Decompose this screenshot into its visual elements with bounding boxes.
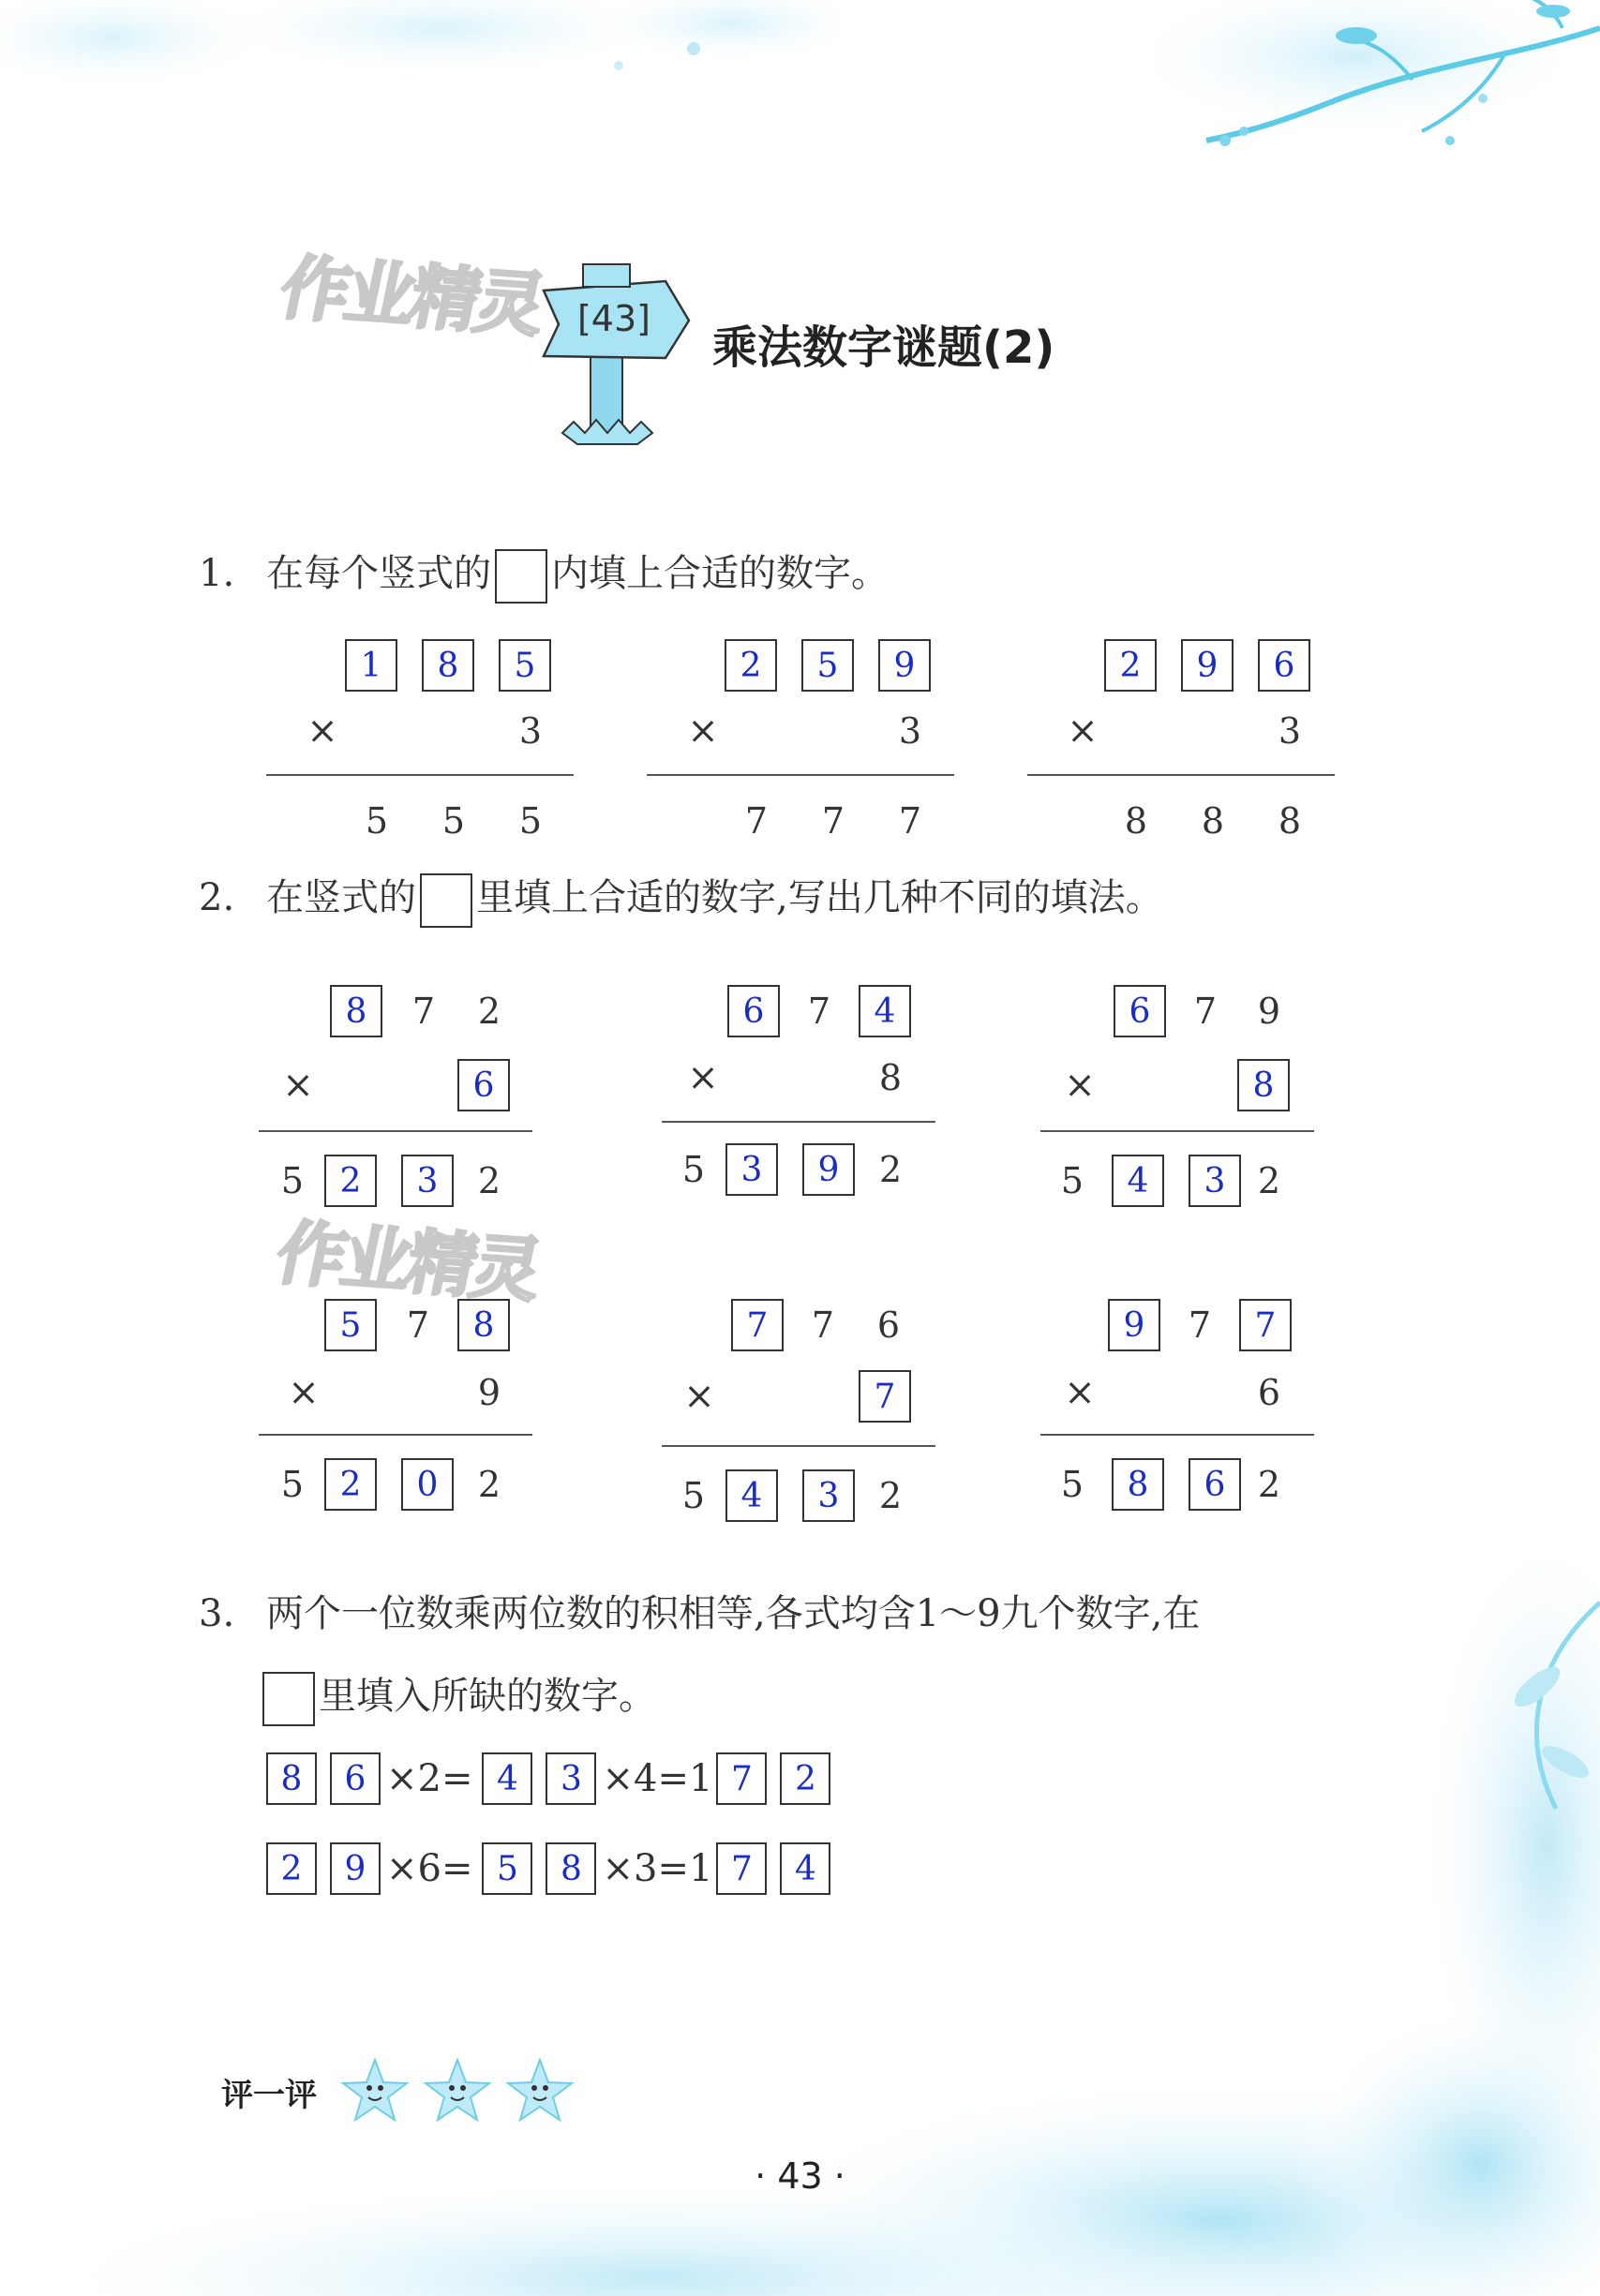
answer-box[interactable]: 4 [1112, 1155, 1164, 1207]
q3-equation-2 [266, 1841, 844, 1897]
q1-text-after: 内填上合适的数字。 [551, 552, 889, 595]
given-digit: 5 [280, 1160, 305, 1201]
answer-box[interactable]: 4 [780, 1842, 830, 1895]
times-sign: × [1064, 1371, 1096, 1414]
signpost-badge-icon [525, 246, 703, 470]
times-sign: × [687, 1056, 719, 1099]
answer-box[interactable]: 7 [716, 1842, 767, 1895]
multiplier-digit: 3 [1278, 710, 1302, 752]
given-digit: 7 [411, 991, 436, 1032]
equation-operator: ×2= [386, 1757, 473, 1800]
given-digit: 6 [1257, 1372, 1281, 1413]
given-digit: 8 [878, 1057, 903, 1098]
answer-box[interactable]: 8 [457, 1299, 510, 1351]
answer-box[interactable]: 5 [482, 1842, 532, 1895]
answer-box[interactable]: 2 [725, 639, 777, 692]
answer-box[interactable]: 8 [266, 1752, 317, 1805]
given-digit: 7 [406, 1305, 430, 1346]
answer-box[interactable]: 9 [1108, 1299, 1160, 1351]
product-line [259, 1434, 532, 1436]
given-digit: 5 [1060, 1160, 1084, 1201]
times-sign: × [1064, 1064, 1096, 1107]
lesson-number: [43] [576, 298, 650, 339]
answer-box[interactable]: 6 [1114, 985, 1166, 1037]
given-digit: 5 [280, 1464, 305, 1505]
star-icon[interactable] [426, 2060, 489, 2120]
given-digit: 2 [1257, 1464, 1281, 1505]
product-line [1040, 1434, 1314, 1436]
product-line [259, 1130, 532, 1132]
answer-box[interactable]: 7 [859, 1370, 911, 1423]
answer-box[interactable]: 6 [727, 985, 780, 1037]
q2-text-before: 在竖式的 [266, 876, 416, 919]
q3-prompt-line1 [199, 1584, 1200, 1637]
answer-box[interactable]: 9 [802, 1143, 855, 1196]
answer-box[interactable]: 6 [457, 1059, 510, 1111]
answer-box[interactable]: 9 [330, 1842, 381, 1895]
result-digit: 7 [821, 800, 845, 842]
multiplier-digit: 3 [518, 710, 543, 752]
times-sign: × [683, 1375, 715, 1418]
result-digit: 8 [1201, 800, 1225, 842]
blank-box-icon [420, 873, 472, 928]
decorative-branch-top-right [1113, 0, 1600, 216]
page-number: · 43 · [755, 2155, 845, 2197]
given-digit: 2 [878, 1149, 903, 1190]
answer-box[interactable]: 5 [801, 639, 854, 692]
result-digit: 5 [441, 800, 466, 842]
given-digit: 7 [807, 991, 831, 1032]
result-digit: 5 [518, 800, 543, 842]
answer-box[interactable]: 8 [422, 639, 474, 692]
answer-box[interactable]: 3 [401, 1155, 454, 1207]
answer-box[interactable]: 7 [716, 1752, 767, 1805]
blank-box-icon [262, 1672, 315, 1726]
multiplier-digit: 3 [898, 710, 922, 752]
answer-box[interactable]: 6 [330, 1752, 381, 1805]
given-digit: 5 [1060, 1464, 1084, 1505]
result-digit: 8 [1278, 800, 1302, 842]
times-sign: × [288, 1371, 320, 1414]
answer-box[interactable]: 3 [546, 1752, 596, 1805]
q3-equation-1 [266, 1751, 844, 1807]
rating-label: 评一评 [221, 2077, 317, 2114]
answer-box[interactable]: 6 [1189, 1458, 1241, 1511]
given-digit: 2 [878, 1475, 903, 1516]
answer-box[interactable]: 4 [482, 1752, 532, 1805]
answer-box[interactable]: 3 [725, 1143, 778, 1196]
answer-box[interactable]: 7 [1239, 1299, 1292, 1351]
q1-text-before: 在每个竖式的 [266, 552, 491, 595]
q2-text-after: 里填上合适的数字,写出几种不同的填法。 [476, 876, 1163, 919]
result-digit: 7 [744, 800, 769, 842]
answer-box[interactable]: 8 [330, 985, 382, 1037]
given-digit: 2 [477, 1464, 501, 1505]
answer-box[interactable]: 5 [324, 1299, 377, 1351]
answer-box[interactable]: 8 [1237, 1059, 1290, 1111]
result-digit: 7 [898, 800, 922, 842]
decorative-blossom-top-left [0, 0, 844, 131]
product-line [647, 774, 954, 776]
answer-box[interactable]: 2 [266, 1842, 317, 1895]
equation-operator: ×4=1 [602, 1757, 713, 1800]
page-title: 乘法数字谜题(2) [712, 321, 1055, 374]
answer-box[interactable]: 8 [546, 1842, 596, 1895]
q1-prompt [199, 544, 889, 604]
equation-operator: ×6= [386, 1847, 473, 1890]
product-line [1027, 774, 1335, 776]
given-digit: 9 [477, 1372, 501, 1413]
times-sign: × [1067, 709, 1099, 753]
q2-prompt [199, 868, 1163, 928]
given-digit: 5 [681, 1475, 706, 1516]
q3-line1: 两个一位数乘两位数的积相等,各式均含1～9九个数字,在 [266, 1592, 1201, 1635]
given-digit: 7 [811, 1305, 835, 1346]
given-digit: 5 [681, 1149, 706, 1190]
q3-number: 3. [199, 1592, 235, 1635]
answer-box[interactable]: 4 [725, 1469, 778, 1522]
result-digit: 5 [365, 800, 389, 842]
product-line [662, 1121, 935, 1123]
answer-box[interactable]: 7 [731, 1299, 784, 1351]
star-icon[interactable] [343, 2060, 407, 2120]
given-digit: 2 [1257, 1160, 1281, 1201]
q2-number: 2. [199, 876, 235, 919]
star-icon[interactable] [508, 2060, 572, 2120]
answer-box[interactable]: 2 [324, 1458, 377, 1511]
answer-box[interactable]: 5 [499, 639, 551, 692]
q3-line2: 里填入所缺的数字。 [319, 1675, 656, 1718]
answer-box[interactable]: 9 [878, 639, 931, 692]
answer-box[interactable]: 4 [859, 985, 911, 1037]
answer-box[interactable]: 3 [1189, 1155, 1241, 1207]
times-sign: × [687, 709, 719, 753]
blank-box-icon [495, 549, 547, 604]
given-digit: 7 [1193, 991, 1218, 1032]
answer-box[interactable]: 2 [1104, 639, 1157, 692]
given-digit: 2 [477, 991, 501, 1032]
product-line [1040, 1130, 1314, 1132]
times-sign: × [307, 709, 338, 753]
product-line [266, 774, 574, 776]
given-digit: 2 [477, 1160, 501, 1201]
answer-box[interactable]: 0 [401, 1458, 454, 1511]
result-digit: 8 [1124, 800, 1148, 842]
given-digit: 7 [1188, 1305, 1212, 1346]
q1-number: 1. [199, 552, 235, 595]
given-digit: 6 [876, 1305, 901, 1346]
answer-box[interactable]: 2 [324, 1155, 377, 1207]
product-line [662, 1445, 935, 1447]
answer-box[interactable]: 2 [780, 1752, 830, 1805]
given-digit: 9 [1257, 991, 1281, 1032]
q3-prompt-line2 [262, 1666, 656, 1726]
times-sign: × [282, 1064, 314, 1107]
equation-operator: ×3=1 [602, 1847, 713, 1890]
answer-box[interactable]: 6 [1258, 639, 1310, 692]
answer-box[interactable]: 9 [1181, 639, 1234, 692]
rating-stars [337, 2054, 581, 2129]
watermark-middle: 作业精灵 [269, 1213, 546, 1312]
answer-box[interactable]: 3 [802, 1469, 855, 1522]
watermark-top: 作业精灵 [273, 247, 550, 347]
answer-box[interactable]: 8 [1112, 1458, 1164, 1511]
answer-box[interactable]: 1 [345, 639, 397, 692]
